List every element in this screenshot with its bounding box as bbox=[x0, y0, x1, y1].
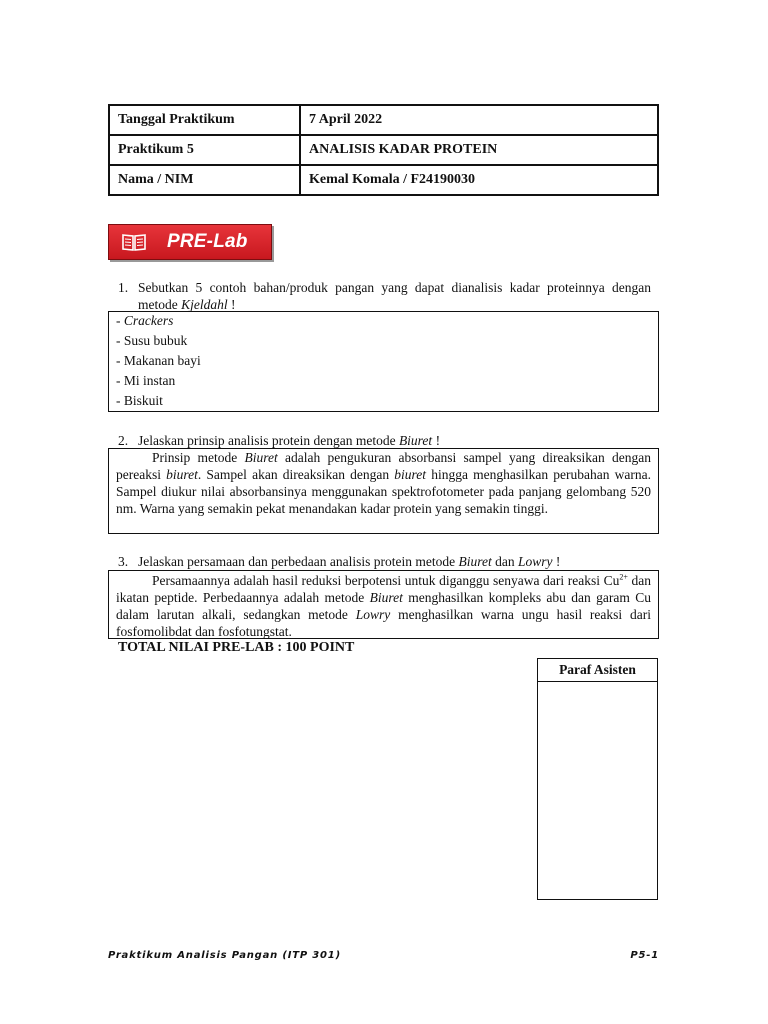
answer-paragraph: Persamaannya adalah hasil reduksi berpotensi untuk diganggu senyawa dari reaksi $Cu^{2+}$ dan ikatan peptide. Perbedaannya adalah metode Biuret menghasilkan kompleks abu dan garam Cu dalam larutan alkali, sedangkan metode Lowry menghasilkan warna ungu hasil reaksi dari fosfomolibdat dan fosfotungstat. bbox=[116, 572, 651, 639]
question-text-part: dan bbox=[491, 554, 518, 569]
info-label: Nama / NIM bbox=[109, 165, 300, 195]
info-row-date bbox=[109, 105, 658, 135]
question-text bbox=[138, 432, 651, 449]
question-text-italic: Lowry bbox=[518, 554, 553, 569]
list-item: - Biskuit bbox=[116, 393, 163, 408]
question-text-italic: Biuret bbox=[458, 554, 492, 569]
question-text-italic: Kjeldahl bbox=[181, 297, 228, 312]
info-value: ANALISIS KADAR PROTEIN bbox=[300, 135, 658, 165]
info-row-practicum bbox=[109, 135, 658, 165]
question-text-italic: Biuret bbox=[398, 433, 433, 448]
question-text bbox=[138, 279, 651, 313]
assistant-signature-box bbox=[537, 658, 658, 900]
assistant-signature-label: Paraf Asisten bbox=[538, 659, 657, 682]
answer-paragraph: Prinsip metode Biuret adalah pengukuran absorbansi sampel yang direaksikan dengan pereaksi biuret. Sampel akan direaksikan dengan biuret hingga menghasilkan perubahan warna. Sampel diukur nilai absorbansinya menggunakan spektrofotometer pada panjang gelombang 520 nm. Warna yang semakin pekat menandakan kadar protein yang semakin tinggi. bbox=[116, 450, 652, 516]
info-label: Tanggal Praktikum bbox=[109, 105, 300, 135]
info-value: 7 April 2022 bbox=[300, 105, 658, 135]
list-item: - Susu bubuk bbox=[116, 333, 188, 348]
pre-lab-badge bbox=[108, 224, 272, 260]
answer-box-1 bbox=[108, 311, 659, 412]
total-score-label: TOTAL NILAI PRE-LAB : 100 POINT bbox=[118, 640, 355, 655]
question-number: 2. bbox=[118, 433, 129, 448]
question-text-part: ! bbox=[552, 554, 561, 569]
question-number: 1. bbox=[118, 280, 129, 295]
list-item: - Mi instan bbox=[116, 373, 176, 388]
answer-box-3 bbox=[108, 570, 659, 639]
question-number: 3. bbox=[118, 554, 129, 569]
question-text-part: Sebutkan 5 contoh bahan/produk pangan yang dapat dianalisis kadar proteinnya dengan metode bbox=[138, 280, 651, 312]
info-value: Kemal Komala / F24190030 bbox=[300, 165, 658, 195]
info-label: Praktikum 5 bbox=[109, 135, 300, 165]
question-text-part: ! bbox=[227, 297, 236, 312]
answer-box-2 bbox=[108, 448, 659, 534]
info-row-name bbox=[109, 165, 658, 195]
question-2 bbox=[118, 432, 659, 449]
list-item: - Crackers bbox=[116, 313, 174, 328]
question-text-part: ! bbox=[432, 433, 441, 448]
question-text bbox=[138, 553, 651, 570]
question-text-part: Jelaskan prinsip analisis protein dengan metode bbox=[138, 433, 399, 448]
info-table bbox=[108, 104, 659, 196]
list-item: - Makanan bayi bbox=[116, 353, 201, 368]
question-text-part: Jelaskan persamaan dan perbedaan analisis protein metode bbox=[138, 554, 459, 569]
question-1 bbox=[118, 279, 659, 315]
footer-page-number: P5-1 bbox=[630, 950, 659, 961]
pre-lab-title: PRE-Lab bbox=[167, 231, 248, 252]
book-icon bbox=[121, 232, 147, 252]
footer-course: Praktikum Analisis Pangan (ITP 301) bbox=[108, 950, 341, 961]
question-3 bbox=[118, 553, 659, 570]
